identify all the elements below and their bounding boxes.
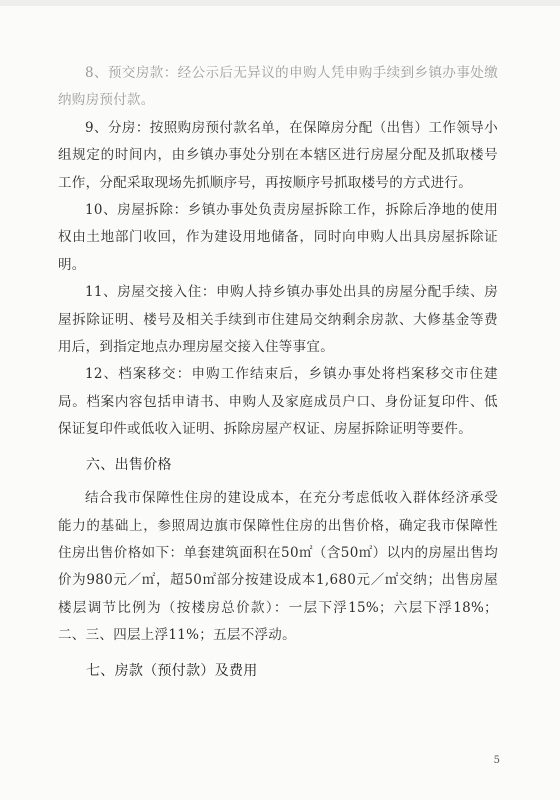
page-number: 5 — [493, 755, 500, 766]
paragraph-archive-transfer: 12、档案移交：申购工作结束后，乡镇办事处将档案移交市住建局。档案内容包括申请书、申购人及家庭成员户口、身份证复印件、低保证复印件或低收入证明、拆除房屋产权证、房屋拆除证明等要件。 — [58, 366, 498, 438]
paragraph-housing-allocation: 9、分房：按照购房预付款名单，在保障房分配（出售）工作领导小组规定的时间内，由乡镇办事处分别在本辖区进行房屋分配及抓取楼号工作，分配采取现场先抓顺序号，再按顺序号抓取楼号的方式进行。 — [58, 119, 498, 191]
scan-edge — [0, 0, 560, 6]
document-body — [58, 60, 498, 691]
paragraph-handover: 11、房屋交接入住：申购人持乡镇办事处出具的房屋分配手续、房屋拆除证明、楼号及相关手续到市住建局交纳剩余房款、大修基金等费用后，到指定地点办理房屋交接入住等事宜。 — [58, 284, 498, 356]
paragraph-house-demolition: 10、房屋拆除：乡镇办事处负责房屋拆除工作，拆除后净地的使用权由土地部门收回，作为建设用地储备，同时向申购人出具房屋拆除证明。 — [58, 202, 498, 273]
section-heading-payment: 七、房款（预付款）及费用 — [86, 662, 258, 679]
paragraph-prepayment: 8、预交房款：经公示后无异议的申购人凭申购手续到乡镇办事处缴纳购房预付款。 — [58, 65, 498, 109]
section-heading-sale-price: 六、出售价格 — [86, 456, 172, 473]
paragraph-sale-price: 结合我市保障性住房的建设成本，在充分考虑低收入群体经济承受能力的基础上，参照周边旗市保障性住房的出售价格，确定我市保障性住房出售价格如下：单套建筑面积在50㎡（含50㎡）以内的房屋出售均价为980元／㎡，超50㎡部分按建设成本1,680元／㎡交纳；出售房屋楼层调节比例为（按楼房总价款）：一层下浮15%；六层下浮18%；二、三、四层上浮11%；五层不浮动。 — [58, 490, 498, 644]
